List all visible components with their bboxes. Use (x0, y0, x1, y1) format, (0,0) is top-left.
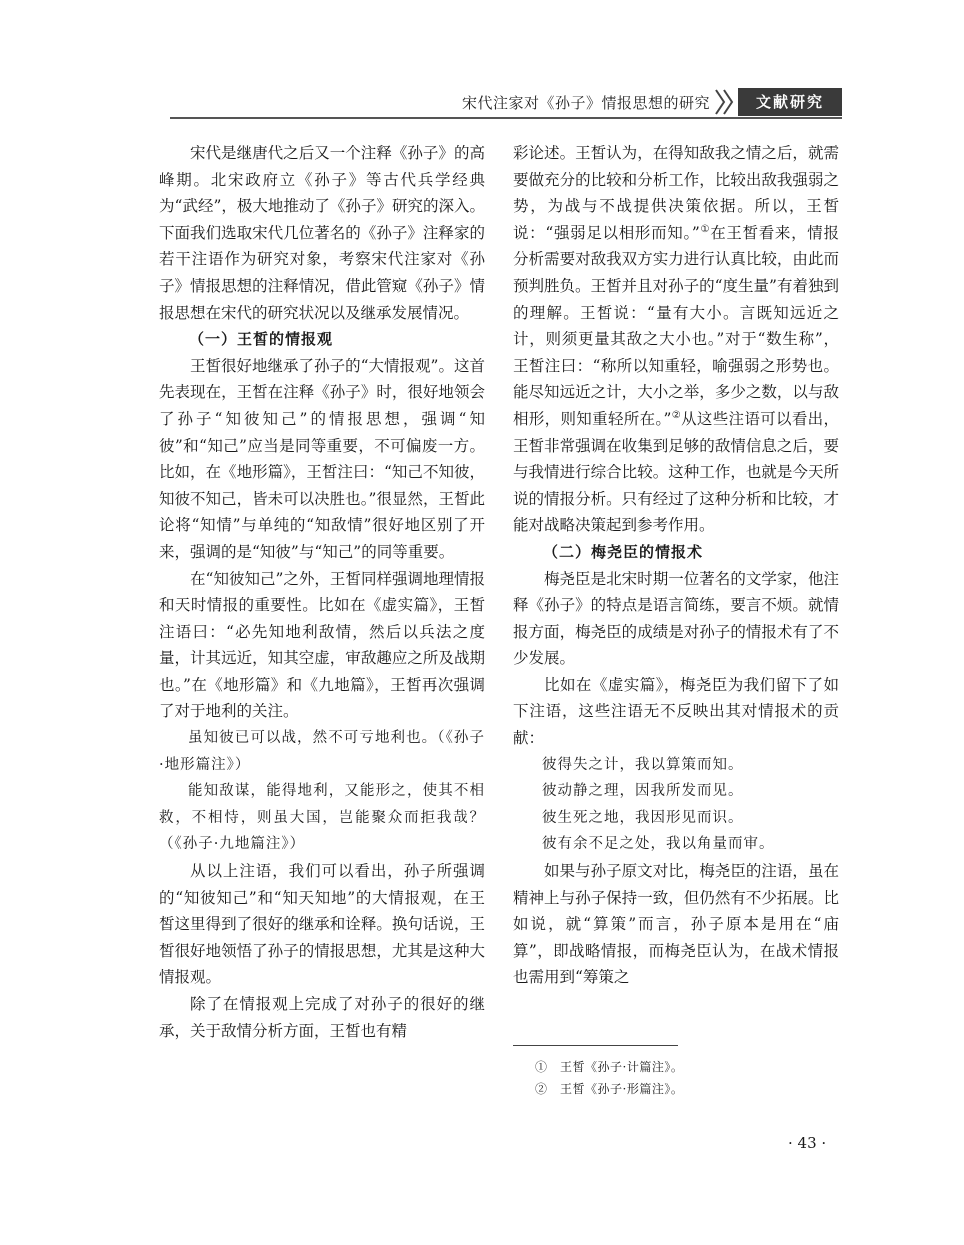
paragraph: 如果与孙子原文对比，梅尧臣的注语，虽在精神上与孙子保持一致，但仍然有不少拓展。比如说，就“算策”而言，孙子原本是用在“庙算”，即战略情报，而梅尧臣认为，在战术情报也需用到“筹策之 (513, 862, 839, 987)
double-chevron-icon (714, 88, 736, 116)
section-heading: （一）王皙的情报观 (189, 330, 334, 349)
footnote-rule (513, 1045, 678, 1046)
paragraph: 王皙很好地继承了孙子的“大情报观”。这首先表现在，王皙在注释《孙子》时，很好地领会了孙子“知彼知己”的情报思想，强调“知彼”和“知己”应当是同等重要，不可偏废一方。比如，在《地形篇》，王皙注曰：“知己不知彼，知彼不知己，皆未可以决胜也。”很显然，王皙此论将“知情”与单纯的“知敌情”很好地区别了开来，强调的是“知彼”与“知己”的同等重要。 (159, 356, 485, 561)
footnote: ① 王皙《孙子·计篇注》。 (535, 1060, 684, 1074)
right-column (513, 140, 839, 991)
footnote: ② 王皙《孙子·形篇注》。 (535, 1082, 684, 1096)
page-number: · 43 · (788, 1134, 827, 1152)
paragraph: 除了在情报观上完成了对孙子的很好的继承，关于敌情分析方面，王皙也有精 (159, 995, 485, 1040)
section-heading: （二）梅尧臣的情报术 (543, 542, 704, 561)
paragraph: 宋代是继唐代之后又一个注释《孙子》的高峰期。北宋政府立《孙子》等古代兵学经典为“武经”，极大地推动了《孙子》研究的深入。下面我们选取宋代几位著名的《孙子》注释家的若干注语作为研究对象，考察宋代注家对《孙子》情报思想的注释情况，借此管窥《孙子》情报思想在宋代的研究状况以及继承发展情况。 (159, 144, 485, 322)
paragraph-text: 从这些注语可以看出，王皙非常强调在收集到足够的敌情信息之后，要与我情进行综合比较。这种工作，也就是今天所说的情报分析。只有经过了这种分析和比较，才能对战略决策起到参考作用。 (513, 409, 839, 535)
quotation: 能知敌谋，能得地利，又能形之，使其不相救，不相恃，则虽大国，岂能聚众而拒我哉？（《孙子·九地篇注》） (159, 783, 485, 853)
footnote-ref[interactable]: ① (699, 223, 711, 235)
quotation: 彼有余不足之处，我以角量而审。 (542, 836, 775, 853)
paragraph-text: 彩论述。王皙认为，在得知敌我之情之后，就需要做充分的比较和分析工作，比较出敌我强弱之势，为战与不战提供决策依据。所以，王皙说：“强弱足以相形而知。” (513, 144, 839, 242)
paragraph-text: 在王皙看来，情报分析需要对敌我双方实力进行认真比较，由此而预判胜负。王皙并且对孙子的“度生量”有着独到的理解。王皙说：“量有大小。言既知远近之计，则须更量其敌之大小也。”对于“数生称”，王皙注曰：“称所以知重轻，喻强弱之形势也。能尽知远近之计，大小之举，多少之数，以与敌相形，则知重轻所在。” (513, 223, 839, 428)
quotation: 彼生死之地，我因形见而识。 (542, 809, 744, 826)
paragraph: 从以上注语，我们可以看出，孙子所强调的“知彼知己”和“知天知地”的大情报观，在王皙这里得到了很好的继承和诠释。换句话说，王皙很好地领悟了孙子的情报思想，尤其是这种大情报观。 (159, 862, 485, 987)
running-header-title: 宋代注家对《孙子》情报思想的研究 (461, 94, 710, 112)
paragraph: 比如在《虚实篇》，梅尧臣为我们留下了如下注语，这些注语无不反映出其对情报术的贡献： (513, 675, 839, 748)
quotation: 彼得失之计，我以算策而知。 (542, 756, 744, 773)
paragraph: 梅尧臣是北宋时期一位著名的文学家，他注释《孙子》的特点是语言简练，要言不烦。就情报方面，梅尧臣的成绩是对孙子的情报术有了不少发展。 (513, 569, 839, 668)
footnote-ref[interactable]: ② (671, 409, 682, 421)
quotation: 虽知彼已可以战，然不可亏地利也。（《孙子·地形篇注》） (159, 730, 485, 773)
left-column (159, 140, 485, 1044)
header-rule (170, 117, 842, 119)
footnotes (535, 1056, 835, 1100)
paragraph (513, 140, 839, 539)
paragraph: 在“知彼知己”之外，王皙同样强调地理情报和天时情报的重要性。比如在《虚实篇》，王皙注语曰：“必先知地利敌情，然后以兵法之度量，计其远近，知其空虚，审敌趣应之所及战期也。”在《地形篇》和《九地篇》，王皙再次强调了对于地利的关注。 (159, 569, 485, 721)
quotation: 彼动静之理，因我所发而见。 (542, 783, 744, 800)
running-header (170, 88, 842, 118)
section-badge: 文献研究 (738, 88, 842, 116)
